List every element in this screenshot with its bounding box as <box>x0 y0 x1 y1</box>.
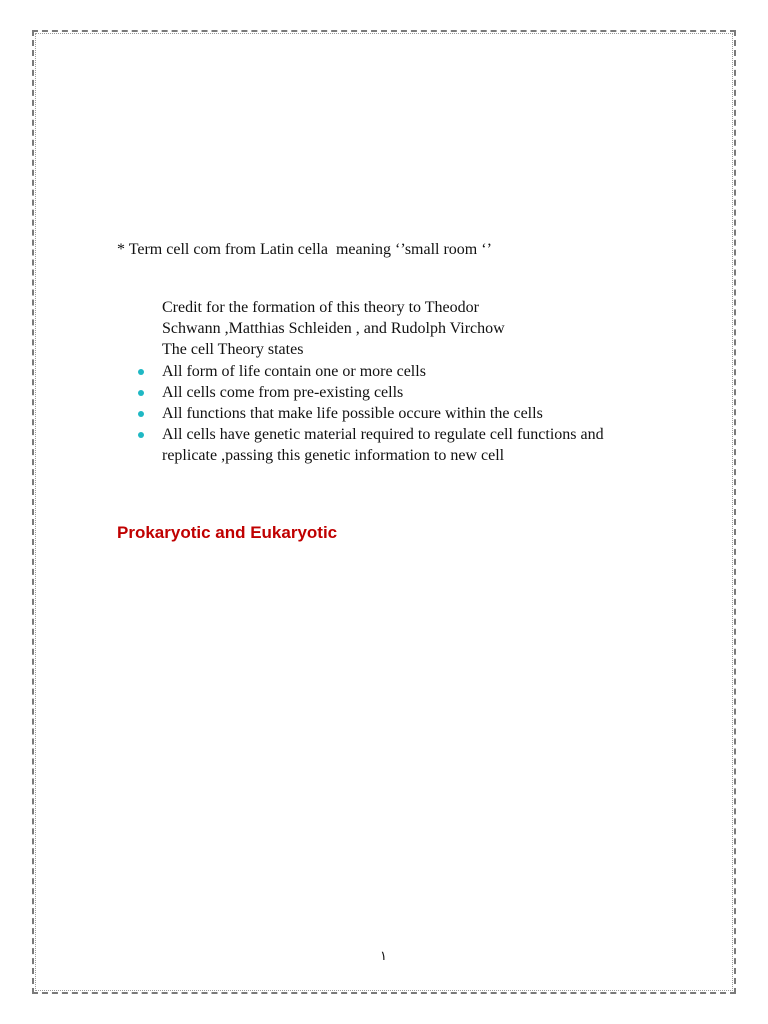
credit-line: Credit for the formation of this theory to Theodor <box>162 299 479 316</box>
list-item-text: All cells have genetic material required to regulate cell functions and replicate ,passing this genetic information to new cell <box>162 426 604 464</box>
bullet-dot-icon <box>138 369 144 375</box>
section-heading: Prokaryotic and Eukaryotic <box>117 523 338 542</box>
list-item <box>138 424 638 466</box>
bullet-dot-icon <box>138 390 144 396</box>
credit-line: The cell Theory states <box>162 341 304 358</box>
bullet-dot-icon <box>138 411 144 417</box>
list-item <box>138 382 638 403</box>
page-number: ١ <box>380 948 387 963</box>
page-border <box>32 30 736 994</box>
list-item-text: All functions that make life possible occure within the cells <box>162 405 543 422</box>
list-item <box>138 361 638 382</box>
intro-line: * Term cell com from Latin cella meaning ‘’small room ‘’ <box>117 241 492 258</box>
list-item-text: All form of life contain one or more cells <box>162 363 426 380</box>
list-item-text: All cells come from pre-existing cells <box>162 384 404 401</box>
cell-theory-list <box>138 361 638 466</box>
list-item <box>138 403 638 424</box>
bullet-dot-icon <box>138 432 144 438</box>
credit-paragraph <box>162 297 642 360</box>
credit-line: Schwann ,Matthias Schleiden , and Rudolph Virchow <box>162 320 505 337</box>
